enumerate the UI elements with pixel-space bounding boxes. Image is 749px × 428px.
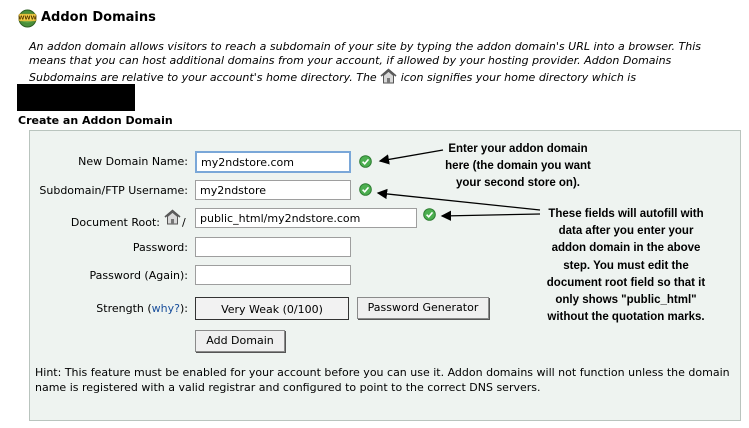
annotation-note-1: Enter your addon domain here (the domain you want your second store on).	[445, 143, 591, 189]
description-text-end: icon signifies your home directory which is	[400, 71, 637, 84]
path-separator: /	[182, 216, 186, 229]
password-label: Password:	[132, 241, 188, 254]
new-domain-label: New Domain Name:	[78, 155, 188, 168]
arrow-to-docroot	[442, 214, 540, 216]
section-title: Create an Addon Domain	[18, 114, 173, 127]
hint-text: Hint: This feature must be enabled for your account before you can use it. Addon domains will not function unless the domain name is registered with a valid registrar and configured to point to the correct DNS servers.	[35, 366, 730, 394]
page-title: Addon Domains	[41, 10, 156, 25]
strength-meter: Very Weak (0/100)	[195, 297, 349, 320]
password-again-label: Password (Again):	[89, 269, 188, 282]
password-generator-button[interactable]: Password Generator	[357, 297, 489, 319]
svg-text:WWW: WWW	[18, 15, 37, 22]
document-root-label: Document Root:	[70, 216, 160, 229]
description-text: An addon domain allows visitors to reach a subdomain of your site by typing the addon domain's URL into a browser. This means that you can host additional domains from your account, if allowed by your hosting provider. Addon Domains Subdomains are relative to your account's home directory. The	[29, 40, 701, 84]
subdomain-label: Subdomain/FTP Username:	[39, 184, 188, 197]
strength-label: Strength (why?):	[96, 302, 188, 315]
arrow-to-subdomain	[378, 193, 540, 210]
why-link[interactable]: why?	[151, 302, 180, 315]
arrow-to-domain	[380, 150, 443, 161]
add-domain-button[interactable]: Add Domain	[195, 330, 285, 352]
annotation-note-2: These fields will autofill with data after you enter your addon domain in the above step. You must edit the document root field so that it only shows "public_html" without the quotation marks.	[546, 208, 706, 324]
